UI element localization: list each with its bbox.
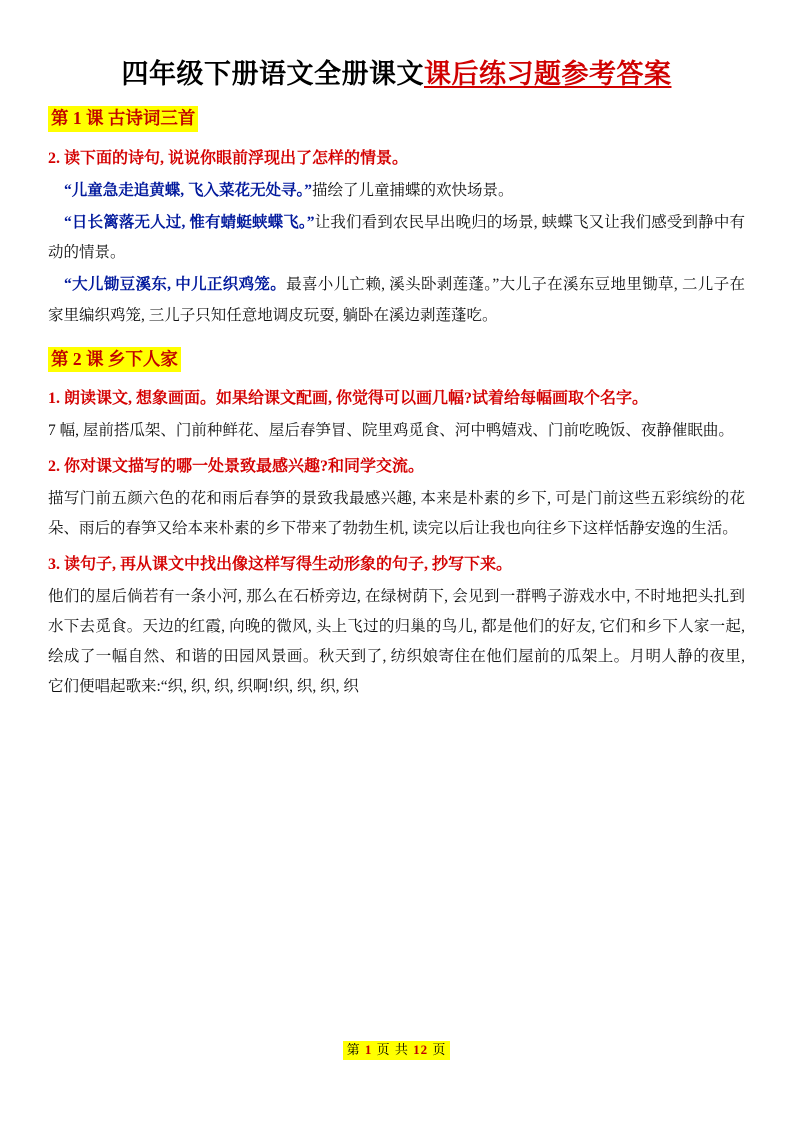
lesson-section-2 [48,333,745,703]
answer-text [48,176,745,206]
question-text: 3. 读句子, 再从课文中找出像这样写得生动形象的句子, 抄写下来。 [48,556,513,574]
lesson-section-1 [48,92,745,330]
answer-text [48,416,745,446]
quoted-verse: “儿童急走追黄蝶, 飞入菜花无处寻。” [64,181,313,199]
question-text: 1. 朗读课文, 想象画面。如果给课文配画, 你觉得可以画几幅?试着给每幅画取个名字。 [48,390,649,408]
page-title [48,56,745,92]
question-text: 2. 你对课文描写的哪一处景致最感兴趣?和同学交流。 [48,458,425,476]
answer-body: 让我们看到农民早出晚归的场景, 蛱蝶飞又让我们感受到静中有动的情景。 [48,213,745,262]
question-text: 2. 读下面的诗句, 说说你眼前浮现出了怎样的情景。 [48,150,409,168]
page-number-chip [343,1041,451,1060]
footer-current-page: 1 [364,1042,373,1058]
answer-body: 他们的屋后倘若有一条小河, 那么在石桥旁边, 在绿树荫下, 会见到一群鸭子游戏水中, 不时地把头扎到水下去觅食。天边的红霞, 向晚的微风, 头上飞过的归巢的鸟儿, 都是他们的好友, 它们和乡下人家一起, 绘成了一幅自然、和谐的田园风景画。秋天到了, 纺织娘寄住在他们屋前的瓜架上。月明人静的夜里, 它们便唱起歌来:“织, 织, 织, 织啊!织, 织, 织, 织 [48,587,745,696]
answer-text [48,270,745,330]
lesson-heading-1: 第 1 课 古诗词三首 [48,106,198,132]
footer-middle: 页 共 [376,1042,409,1058]
page-title-red: 课后练习题参考答案 [424,59,672,89]
footer-total-pages: 12 [413,1042,429,1058]
footer-prefix: 第 [346,1042,361,1058]
page-title-black: 四年级下册语文全册课文 [121,59,424,89]
answer-text [48,484,745,544]
answer-body: 最喜小儿亡赖, 溪头卧剥莲蓬。”大儿子在溪东豆地里锄草, 二儿子在家里编织鸡笼, 三儿子只知任意地调皮玩耍, 躺卧在溪边剥莲蓬吃。 [48,276,745,324]
lesson-heading-2: 第 2 课 乡下人家 [48,347,181,373]
quoted-verse: “日长篱落无人过, 惟有蜻蜓蛱蝶飞。” [64,213,315,231]
page-footer [0,1041,793,1060]
answer-body: 描写门前五颜六色的花和雨后春笋的景致我最感兴趣, 本来是朴素的乡下, 可是门前这些五彩缤纷的花朵、雨后的春笋又给本来朴素的乡下带来了勃勃生机, 读完以后让我也向往乡下这样恬静安逸的生活。 [48,489,745,537]
answer-text [48,582,745,703]
answer-body: 描绘了儿童捕蝶的欢快场景。 [312,181,514,199]
footer-suffix: 页 [432,1042,447,1058]
answer-text [48,208,745,268]
answer-body: 7 幅, 屋前搭瓜架、门前种鲜花、屋后春笋冒、院里鸡觅食、河中鸭嬉戏、门前吃晚饭、夜静催眠曲。 [48,421,734,439]
quoted-verse: “大儿锄豆溪东, 中儿正织鸡笼。 [64,276,287,294]
